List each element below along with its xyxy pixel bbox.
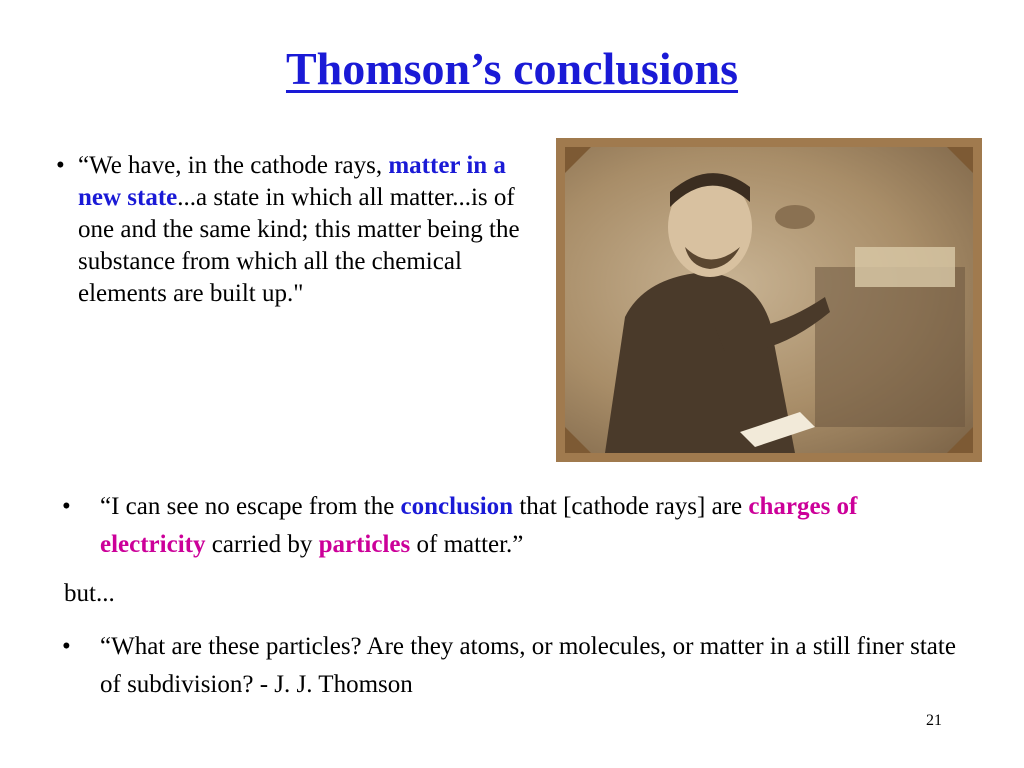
quote-2-particles: particles [318,531,411,558]
quote-bullet-1 [56,150,526,310]
but-text: but... [64,580,115,607]
thomson-photo-frame [556,138,982,462]
bullet-marker: • [62,633,71,660]
portrait-photo [565,147,973,453]
bullet-marker: • [62,493,71,520]
quote-2-conclusion: conclusion [400,493,514,520]
photo-corner-top-right [947,147,973,173]
quote-1-highlight: matter in a new state [78,152,506,211]
quote-bullet-2 [62,488,962,564]
quote-2-text [100,488,962,564]
slide-number: 21 [926,712,942,729]
bullet-marker: • [56,152,65,179]
quote-3-text: “What are these particles? Are they atoms, or molecules, or matter in a still finer state of subdivision? - J. J. Thomson [100,633,956,698]
quote-bullet-3 [62,628,962,704]
slide-title: Thomson’s conclusions [285,43,739,94]
photo-corner-top-left [565,147,591,173]
quote-2-part-4: of matter.” [410,531,524,558]
quote-1-part-2: ...a state in which all matter...is of one and the same kind; this matter being the substance from which all the chemical elements are built up." [78,184,520,307]
photo-corner-bottom-left [565,427,591,453]
quote-2-part-1: “I can see no escape from the [100,493,401,520]
apparatus-bulb [775,205,815,229]
lab-equipment-shape [815,267,965,427]
quote-2-part-2: that [cathode rays] are [513,493,749,520]
quote-1-part-1: “We have, in the cathode rays, [78,152,389,179]
quote-2-part-3: carried by [205,531,319,558]
quote-2-charges: charges of electricity [100,493,858,558]
quote-1-text [78,150,526,310]
apparatus-tube [855,247,955,287]
photo-corner-bottom-right [947,427,973,453]
photo-illustration [565,147,973,453]
